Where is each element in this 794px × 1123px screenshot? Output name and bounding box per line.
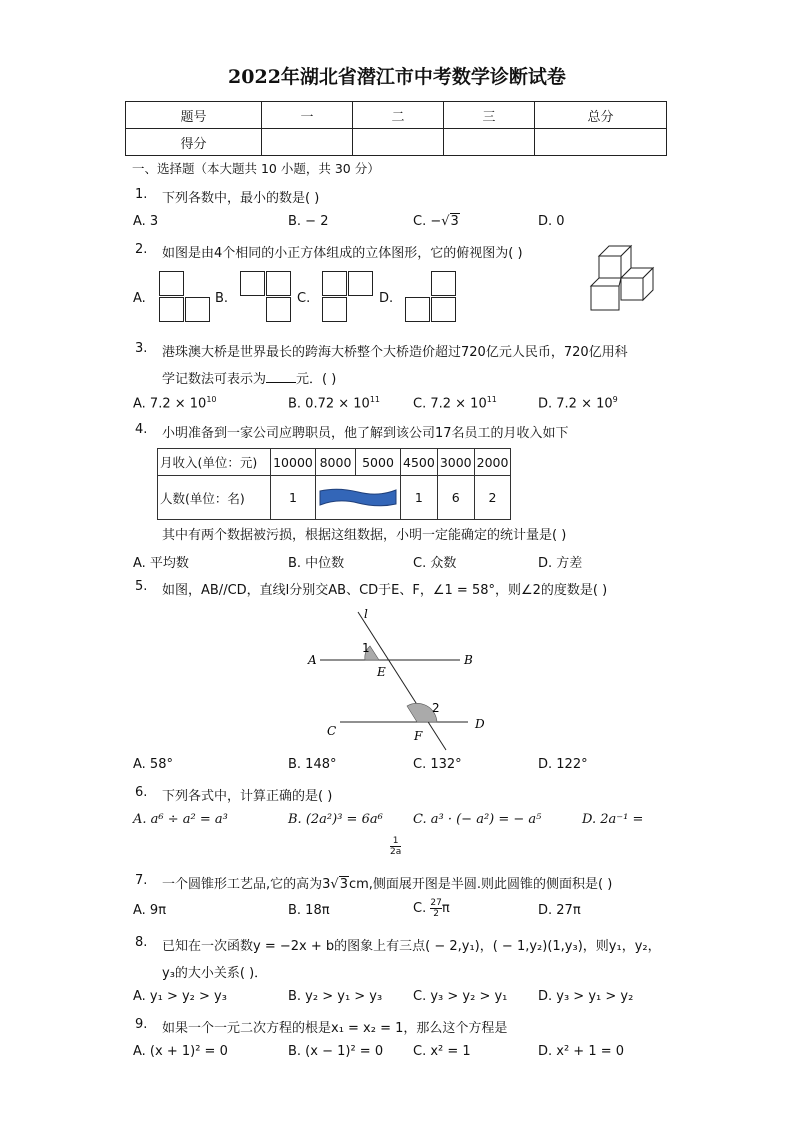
score-header-cell: 总分: [535, 102, 667, 129]
q7-stem: 一个圆锥形工艺品,它的高为3√3cm,侧面展开图是半圆.则此圆锥的侧面积是( ): [162, 877, 613, 892]
q6-option-b: B. (2a²)³ = 6a⁶: [288, 812, 383, 827]
q5-number: 5.: [135, 579, 148, 594]
q9-option-d: D. x² + 1 = 0: [538, 1044, 625, 1059]
q3-option-d: D. $7.2 \times 10^9$: [538, 395, 618, 412]
q8-option-c: C. y₃ > y₂ > y₁: [413, 989, 508, 1004]
label-a: A: [308, 653, 317, 667]
q1-stem: 下列各数中，最小的数是( ): [162, 191, 320, 206]
label-f: F: [414, 729, 423, 743]
q2-label-a: A.: [133, 291, 146, 306]
q4-option-b: B. 中位数: [288, 556, 345, 571]
q5-option-d: D. 122°: [538, 757, 588, 772]
q8-number: 8.: [135, 935, 148, 950]
count-value: 1: [271, 476, 316, 520]
q4-option-c: C. 众数: [413, 556, 457, 571]
q2-stem: 如图是由4个相同的小正方体组成的立体图形，它的俯视图为( ): [162, 246, 523, 261]
score-header-cell: 一: [262, 102, 353, 129]
label-angle-2: 2: [432, 701, 440, 715]
label-angle-1: 1: [362, 641, 370, 655]
q8-option-a: A. y₁ > y₂ > y₃: [133, 989, 227, 1004]
score-header-cell: 三: [444, 102, 535, 129]
income-value: 5000: [356, 449, 401, 476]
q3-number: 3.: [135, 341, 148, 356]
q8-stem-line1: 已知在一次函数y = −2x + b的图象上有三点( − 2,y₁)，( − 1,y₂)(1,y₃)，则y₁，y₂，: [162, 939, 661, 954]
q6-option-c: C. a³ · (− a²) = − a⁵: [413, 812, 542, 827]
income-value: 4500: [401, 449, 438, 476]
score-table: [125, 101, 667, 156]
income-value: 3000: [437, 449, 474, 476]
q2-label-c: C.: [297, 291, 311, 306]
q1-option-a: A. 3: [133, 214, 159, 229]
exam-title: 2022年湖北省潜江市中考数学诊断试卷: [228, 66, 566, 88]
q3-stem-line1: 港珠澳大桥是世界最长的跨海大桥整个大桥造价超过720亿元人民币，720亿用科: [162, 345, 628, 360]
q9-option-c: C. x² = 1: [413, 1044, 471, 1059]
q2-label-d: D.: [379, 291, 394, 306]
q8-option-b: B. y₂ > y₁ > y₃: [288, 989, 383, 1004]
q7-option-d: D. 27π: [538, 903, 581, 918]
q5-stem: 如图，AB//CD，直线l分别交AB、CD于E、F，∠1 = 58°，则∠2的度数是( ): [162, 583, 608, 598]
q7-number: 7.: [135, 873, 148, 888]
q2-figure-b: [240, 271, 296, 327]
q1-number: 1.: [135, 187, 148, 202]
q9-stem: 如果一个一元二次方程的根是x₁ = x₂ = 1，那么这个方程是: [162, 1021, 508, 1036]
score-row-label: 得分: [126, 129, 262, 156]
q8-option-d: D. y₃ > y₁ > y₂: [538, 989, 634, 1004]
q3-option-c: C. $7.2 \times 10^{11}$: [413, 395, 497, 412]
q2-figure-d: [405, 271, 461, 327]
count-value: 1: [401, 476, 438, 520]
score-header-cell: 二: [353, 102, 444, 129]
q4-follow-up: 其中有两个数据被污损，根据这组数据，小明一定能确定的统计量是( ): [162, 528, 567, 543]
parallel-lines-figure: [300, 602, 500, 752]
q2-figure-a: [159, 271, 215, 327]
q4-option-a: A. 平均数: [133, 556, 189, 571]
q6-number: 6.: [135, 785, 148, 800]
q6-stem: 下列各式中，计算正确的是( ): [162, 789, 333, 804]
smudged-cells: [316, 476, 401, 520]
q6-option-d-fraction: $\frac{1}{2a}$: [390, 836, 402, 857]
income-header: 月收入(单位：元): [158, 449, 271, 476]
q2-number: 2.: [135, 242, 148, 257]
q7-option-b: B. 18π: [288, 903, 330, 918]
cubes-3d-figure: [588, 240, 660, 312]
score-header-cell: 题号: [126, 102, 262, 129]
label-b: B: [464, 653, 473, 667]
q4-stem: 小明准备到一家公司应聘职员，他了解到该公司17名员工的月收入如下: [162, 426, 569, 441]
q5-option-b: B. 148°: [288, 757, 337, 772]
q4-option-d: D. 方差: [538, 556, 583, 571]
q1-option-b: B. − 2: [288, 214, 329, 229]
label-e: E: [377, 665, 386, 679]
q1-option-d: D. 0: [538, 214, 565, 229]
score-cell: [444, 129, 535, 156]
income-table: [157, 448, 511, 520]
q4-number: 4.: [135, 422, 148, 437]
q9-number: 9.: [135, 1017, 148, 1032]
ink-smudge-icon: [318, 485, 398, 511]
score-cell: [262, 129, 353, 156]
income-value: 10000: [271, 449, 316, 476]
q2-label-b: B.: [215, 291, 229, 306]
count-header: 人数(单位：名): [158, 476, 271, 520]
q5-option-a: A. 58°: [133, 757, 173, 772]
income-value: 8000: [316, 449, 356, 476]
score-cell: [353, 129, 444, 156]
q6-option-a: A. a⁶ ÷ a² = a³: [133, 812, 228, 827]
q3-stem-line2: 学记数法可表示为 元．( ): [162, 372, 337, 387]
q7-option-a: A. 9π: [133, 903, 167, 918]
score-cell: [535, 129, 667, 156]
label-d: D: [475, 717, 485, 731]
q2-figure-c: [322, 271, 378, 327]
q8-stem-line2: y₃的大小关系( )．: [162, 966, 268, 981]
income-value: 2000: [474, 449, 511, 476]
count-value: 2: [474, 476, 511, 520]
line-l: [358, 612, 446, 750]
q5-option-c: C. 132°: [413, 757, 462, 772]
q3-option-a: A. $7.2 \times 10^{10}$: [133, 395, 217, 412]
q9-option-a: A. (x + 1)² = 0: [133, 1044, 228, 1059]
label-c: C: [327, 724, 337, 738]
label-l: l: [364, 607, 368, 621]
q3-option-b: B. $0.72 \times 10^{11}$: [288, 395, 381, 412]
q6-option-d: D. 2a⁻¹ =: [582, 812, 644, 827]
section-heading: 一、选择题（本大题共 10 小题，共 30 分）: [132, 161, 380, 176]
count-value: 6: [437, 476, 474, 520]
q9-option-b: B. (x − 1)² = 0: [288, 1044, 384, 1059]
q1-option-c: C. −√3: [413, 214, 459, 229]
q7-option-c: C. $\frac{27}{2}$ π: [413, 898, 450, 919]
